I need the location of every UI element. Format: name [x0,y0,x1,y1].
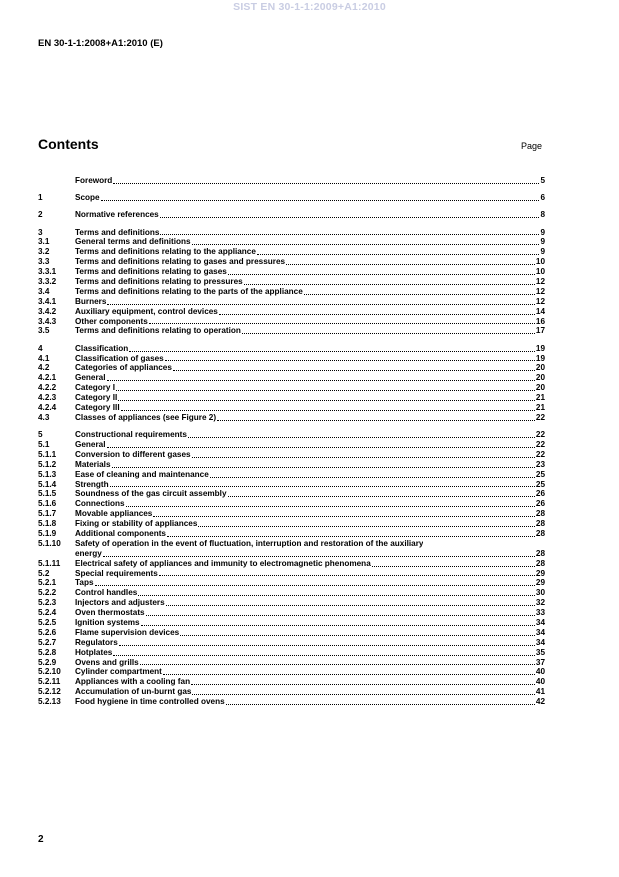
toc-entry-title: Categories of appliances [75,363,172,373]
toc-entry[interactable] [38,539,545,549]
toc-entry-title: Ease of cleaning and maintenance [75,469,209,479]
toc-dot-leader [217,420,535,421]
toc-entry[interactable] [38,480,545,490]
toc-entry-title: Classification [75,343,129,353]
toc-entry-number: 5.2.11 [38,677,61,687]
toc-entry-title: Category I [75,383,116,393]
toc-entry-title: Ovens and grills [75,657,139,667]
toc-entry[interactable] [38,210,545,220]
toc-entry-page: 30 [535,588,545,598]
toc-entry[interactable] [38,373,545,383]
toc-entry-number: 3.4.1 [38,296,57,306]
toc-entry-page: 22 [535,412,545,422]
toc-entry-number: 5.2.8 [38,647,57,657]
table-of-contents [38,176,545,707]
toc-entry[interactable] [38,499,545,509]
toc-entry-page: 29 [535,578,545,588]
toc-dot-leader [198,526,535,527]
toc-dot-leader [242,333,535,334]
toc-entry[interactable] [38,598,545,608]
toc-entry-title: Scope [75,193,100,203]
toc-entry[interactable] [38,549,545,559]
toc-entry-page: 33 [535,608,545,618]
toc-entry-page: 37 [535,657,545,667]
toc-entry-title: Food hygiene in time controlled ovens [75,697,225,707]
toc-entry-page: 34 [535,637,545,647]
toc-entry-page: 22 [535,449,545,459]
toc-entry-title: Normative references [75,210,159,220]
toc-entry-title: Burners [75,296,107,306]
toc-dot-leader [192,244,540,245]
toc-entry-title: Category II [75,393,118,403]
toc-entry-title: Control handles [75,588,138,598]
toc-entry-number: 5.2.12 [38,687,61,697]
toc-entry-title: Category III [75,402,120,412]
toc-entry-title: Auxiliary equipment, control devices [75,306,218,316]
toc-entry-number: 3.3 [38,257,50,267]
toc-entry-number: 4.2.2 [38,383,57,393]
toc-entry-number: 4.2.3 [38,393,57,403]
toc-entry-number: 5.2.3 [38,598,57,608]
toc-entry[interactable] [38,569,545,579]
toc-entry-page: 9 [540,227,545,237]
toc-entry[interactable] [38,559,545,569]
toc-entry-page: 14 [535,306,545,316]
toc-entry[interactable] [38,470,545,480]
toc-entry-title: Fixing or stability of appliances [75,519,198,529]
toc-dot-leader [180,635,535,636]
toc-entry[interactable] [38,363,545,373]
toc-dot-leader [163,674,535,675]
toc-entry-page: 12 [535,296,545,306]
toc-entry-page: 22 [535,430,545,440]
toc-dot-leader [112,467,535,468]
toc-entry-page: 20 [535,373,545,383]
toc-entry[interactable] [38,247,545,257]
toc-entry-number: 3.4.2 [38,306,57,316]
toc-entry-title: Terms and definitions [75,227,160,237]
watermark-text: SIST EN 30-1-1:2009+A1:2010 [233,1,386,13]
toc-entry-number: 3.3.2 [38,277,57,286]
toc-dot-leader [107,304,534,305]
toc-entry[interactable] [38,297,545,307]
toc-dot-leader [286,264,535,265]
toc-dot-leader [160,234,539,235]
toc-entry-number: 4.2.4 [38,402,57,412]
toc-entry-page: 22 [535,439,545,449]
toc-entry-number: 5.2.7 [38,637,57,647]
toc-entry-number: 2 [38,210,43,220]
toc-dot-leader [192,457,535,458]
toc-dot-leader [153,516,535,517]
toc-entry-page: 21 [535,393,545,403]
toc-entry[interactable] [38,450,545,460]
toc-entry-title: Special requirements [75,568,158,578]
toc-entry-title: Terms and definitions relating to the appliance [75,247,256,257]
toc-entry-title: Taps [75,578,94,588]
toc-entry[interactable] [38,354,545,364]
toc-dot-leader [188,437,535,438]
toc-entry-number: 5.1.6 [38,499,57,509]
toc-entry[interactable] [38,687,545,697]
toc-entry[interactable] [38,287,545,297]
toc-entry-number: 5.2.5 [38,617,57,627]
toc-entry-number: 5.1.1 [38,449,57,459]
toc-entry-title: Classes of appliances (see Figure 2) [75,412,217,422]
toc-entry-title: Materials [75,459,111,469]
toc-entry[interactable] [38,326,545,336]
toc-dot-leader [219,314,535,315]
toc-entry-page: 12 [535,277,545,286]
toc-entry-page: 9 [540,237,545,247]
toc-dot-leader [192,694,534,695]
toc-dot-leader [126,506,535,507]
toc-entry-number: 5.1.11 [38,558,61,568]
toc-entry[interactable] [38,317,545,327]
toc-entry-page: 10 [535,267,545,277]
toc-entry-page: 35 [535,647,545,657]
toc-dot-leader [103,556,535,557]
toc-entry[interactable] [38,697,545,707]
toc-dot-leader [118,400,535,401]
toc-entry[interactable] [38,193,545,203]
toc-entry[interactable] [38,344,545,354]
toc-dot-leader [304,294,535,295]
toc-entry-number: 5.2 [38,568,50,578]
toc-dot-leader [95,585,535,586]
toc-dot-leader [191,684,535,685]
toc-entry-title: General terms and definitions [75,237,191,247]
toc-dot-leader [107,447,535,448]
toc-entry-page: 26 [535,489,545,499]
toc-dot-leader [372,566,535,567]
toc-dot-leader [173,370,535,371]
toc-entry[interactable] [38,667,545,677]
toc-entry-number: 5.1.3 [38,469,57,479]
toc-entry-page: 40 [535,667,545,677]
toc-entry-number: 5.1.4 [38,479,57,489]
toc-dot-leader [167,536,535,537]
toc-entry[interactable] [38,529,545,539]
toc-entry-page: 6 [540,193,545,203]
toc-dot-leader [141,625,535,626]
toc-entry[interactable] [38,628,545,638]
toc-entry-page: 28 [535,509,545,519]
toc-entry[interactable] [38,509,545,519]
toc-entry-title: Movable appliances [75,509,153,519]
toc-entry-page: 28 [535,528,545,538]
toc-entry-title: Connections [75,499,125,509]
toc-entry-page: 29 [535,568,545,578]
toc-entry-number: 4.3 [38,412,50,422]
toc-entry-page: 20 [535,383,545,393]
toc-entry-number: 3.4.3 [38,316,57,326]
toc-entry-number: 5.1.7 [38,509,57,519]
toc-entry-number: 3.1 [38,237,50,247]
toc-dot-leader [110,486,535,487]
toc-dot-leader [210,477,535,478]
toc-entry-title: Terms and definitions relating to the parts of the appliance [75,286,303,296]
toc-entry-page: 20 [535,363,545,373]
toc-entry[interactable] [38,489,545,499]
toc-entry-number: 5.2.6 [38,627,57,637]
toc-entry-title: Strength [75,479,109,489]
toc-entry[interactable] [38,277,545,287]
toc-entry[interactable] [38,658,545,668]
toc-entry-page: 25 [535,479,545,489]
toc-entry-page: 34 [535,617,545,627]
toc-entry[interactable] [38,176,545,186]
toc-entry-title: Constructional requirements [75,430,187,440]
toc-entry[interactable] [38,413,545,423]
toc-entry-number: 4.2 [38,363,50,373]
toc-dot-leader [116,390,535,391]
toc-dot-leader [257,254,540,255]
toc-entry[interactable] [38,403,545,413]
toc-entry-title: Safety of operation in the event of fluctuation, interruption and restoration of the auxiliary [75,538,424,548]
toc-entry-title: Soundness of the gas circuit assembly [75,489,227,499]
toc-entry-page: 32 [535,598,545,608]
toc-entry-number: 1 [38,193,43,203]
toc-entry-title: Cylinder compartment [75,667,162,677]
toc-entry-title: Oven thermostats [75,608,145,618]
toc-entry-number: 5 [38,430,43,440]
toc-entry[interactable] [38,440,545,450]
toc-entry-number: 5.1.10 [38,538,61,548]
toc-dot-leader [101,200,540,201]
toc-entry-number: 5.2.13 [38,697,61,707]
toc-entry-number: 5.1.2 [38,459,57,469]
toc-entry-number: 5.1.8 [38,519,57,529]
toc-dot-leader [244,284,535,285]
toc-entry-title: Classification of gases [75,353,164,363]
toc-entry-title: Ignition systems [75,617,140,627]
toc-entry-page: 34 [535,627,545,637]
toc-dot-leader [140,664,535,665]
toc-dot-leader [228,496,535,497]
toc-dot-leader [146,615,535,616]
toc-entry[interactable] [38,228,545,238]
toc-dot-leader [166,605,535,606]
toc-entry-title: Regulators [75,637,118,647]
toc-entry-title: Accumulation of un-burnt gas [75,687,192,697]
toc-entry[interactable] [38,307,545,317]
toc-dot-leader [113,183,539,184]
toc-entry-number: 4 [38,343,43,353]
toc-entry-title: Conversion to different gases [75,449,191,459]
toc-entry-number: 4.1 [38,353,50,363]
toc-entry-page: 21 [535,402,545,412]
toc-entry-title: General [75,373,106,383]
toc-entry-page: 26 [535,499,545,509]
toc-entry-page: 42 [535,697,545,707]
toc-dot-leader [165,360,535,361]
contents-heading: Contents [38,136,99,152]
toc-dot-leader [121,410,535,411]
toc-entry-page: 19 [535,353,545,363]
toc-entry[interactable] [38,588,545,598]
toc-entry-title: Hotplates [75,647,113,657]
toc-entry-number: 5.2.10 [38,667,61,677]
page-number: 2 [38,834,44,845]
toc-entry-title: energy [75,548,102,558]
toc-entry[interactable] [38,267,545,277]
toc-entry-number: 3.4 [38,286,50,296]
toc-entry-page: 41 [535,687,545,697]
toc-entry[interactable] [38,677,545,687]
toc-entry[interactable] [38,430,545,440]
toc-entry-page: 10 [535,257,545,267]
toc-entry-number: 5.1.5 [38,489,57,499]
toc-entry-number: 5.1.9 [38,528,57,538]
toc-entry-page: 17 [535,326,545,336]
toc-entry-page: 25 [535,469,545,479]
toc-entry[interactable] [38,237,545,247]
toc-entry-number: 5.1 [38,439,50,449]
toc-dot-leader [138,595,535,596]
toc-entry-title: Other components [75,316,148,326]
toc-entry-title: Foreword [75,175,113,185]
toc-entry-number: 3 [38,227,43,237]
page-column-label: Page [521,141,543,151]
toc-entry-title: Additional components [75,528,166,538]
toc-entry[interactable] [38,578,545,588]
toc-entry[interactable] [38,383,545,393]
toc-dot-leader [119,645,535,646]
toc-dot-leader [149,323,535,324]
toc-entry-page: 5 [540,175,545,185]
toc-entry-number: 4.2.1 [38,373,57,383]
toc-entry[interactable] [38,618,545,628]
toc-entry-page: 28 [535,558,545,568]
toc-entry-page: 9 [540,247,545,257]
toc-entry-number: 3.2 [38,247,50,257]
toc-entry-page: 40 [535,677,545,687]
toc-dot-leader [129,351,535,352]
toc-entry-page: 19 [535,343,545,353]
toc-entry[interactable] [38,393,545,403]
toc-entry-number: 5.2.4 [38,608,57,618]
toc-entry[interactable] [38,648,545,658]
toc-entry-number: 5.2.9 [38,657,57,667]
toc-entry-title: Terms and definitions relating to gases [75,267,227,277]
toc-entry-title: Injectors and adjusters [75,598,165,608]
toc-entry-title: Appliances with a cooling fan [75,677,191,687]
toc-entry-title: Electrical safety of appliances and immunity to electromagnetic phenomena [75,558,371,568]
toc-entry-page: 8 [540,210,545,220]
toc-entry-title: Terms and definitions relating to operation [75,326,241,336]
toc-entry-number: 5.2.2 [38,588,57,598]
toc-entry[interactable] [38,608,545,618]
toc-entry-page: 28 [535,548,545,558]
toc-entry-page: 28 [535,519,545,529]
toc-dot-leader [113,655,535,656]
toc-entry[interactable] [38,638,545,648]
toc-dot-leader [228,274,535,275]
toc-entry-title: Terms and definitions relating to pressures [75,277,243,286]
toc-dot-leader [226,704,535,705]
toc-dot-leader [107,380,535,381]
toc-entry-title: General [75,439,106,449]
toc-entry-page: 12 [535,286,545,296]
toc-dot-leader [160,217,540,218]
toc-entry[interactable] [38,257,545,267]
toc-entry-page: 16 [535,316,545,326]
toc-entry-title: Terms and definitions relating to gases and pressures [75,257,286,267]
toc-entry-page: 23 [535,459,545,469]
toc-entry-number: 3.3.1 [38,267,57,277]
toc-entry[interactable] [38,460,545,470]
toc-entry[interactable] [38,519,545,529]
toc-entry-number: 3.5 [38,326,50,336]
toc-entry-number: 5.2.1 [38,578,57,588]
toc-entry-title: Flame supervision devices [75,627,180,637]
toc-dot-leader [159,575,535,576]
document-id: EN 30-1-1:2008+A1:2010 (E) [38,38,163,49]
